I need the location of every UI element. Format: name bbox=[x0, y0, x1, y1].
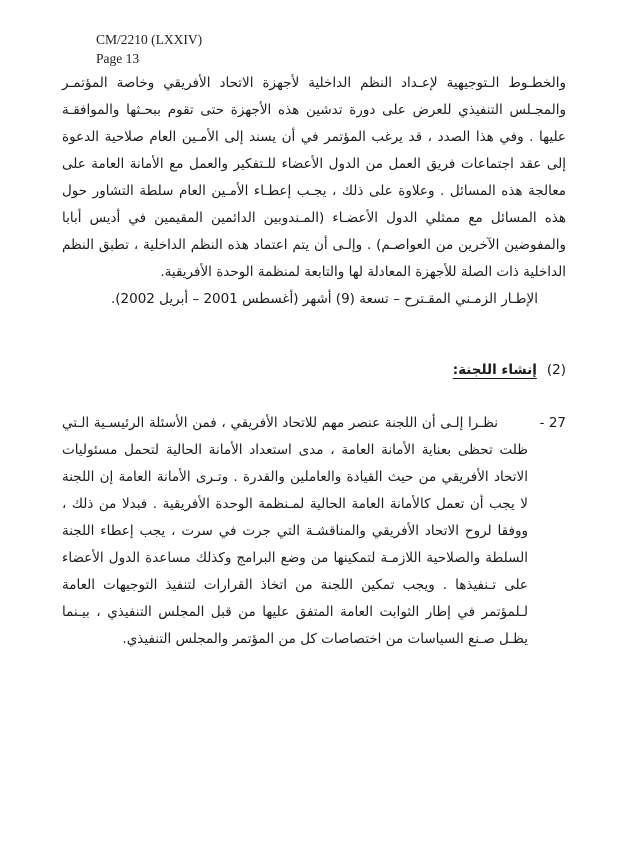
document-body bbox=[62, 70, 566, 653]
section-number: (2) bbox=[546, 362, 566, 378]
numbered-item-27 bbox=[62, 410, 566, 653]
paragraph-timeframe: الإطـار الزمـني المقـترح – تسعة (9) أشهر (أغسطس 2001 – أبريل 2002). bbox=[110, 291, 538, 307]
document-header bbox=[96, 30, 202, 68]
section-heading-row bbox=[62, 357, 566, 384]
section-heading: إنشاء اللجنة: bbox=[452, 362, 537, 378]
page-number: Page 13 bbox=[96, 51, 140, 66]
document-number: CM/2210 (LXXIV) bbox=[96, 32, 203, 47]
item-number: 27 - bbox=[539, 415, 566, 431]
paragraph-27: نظـرا إلـى أن اللجنة عنصر مهم للاتحاد الأفريقي ، فمن الأسئلة الرئيسـية الـتي ظلت تحظى بعناية الأمانة العامة ، مدى استعداد الأمانة الحالية لتحمل مسئوليات الاتحاد الأفريقي من حيث القيادة والعاملين والقدرة . وتـرى الأمانة العامة إن اللجنة لا يجب أن تعمل كالأمانة العامة الحالية لمـنظمة الوحدة الأفريقية . فبدلا من ذلك ، ووفقا لروح الاتحاد الأفريقي والمناقشـة التي جرت في سرت ، يجب إعطاء اللجنة السلطة والصلاحية اللازمـة لتمكينها من وضع البرامج وكذلك مساعدة الدول الأعضاء على تـنفيذها . ويجب تمكين اللجنة من اتخاذ القرارات لتنفيذ التوجيهات العامة لـلمؤتمر في إطار الثوابت العامة المتفق عليها من قبل المجلس التنفيذي ، بيـنما يظـل صـنع السياسات من اختصاصات كل من المؤتمر والمجلس التنفيذي. bbox=[62, 415, 528, 647]
paragraph-internal-rules: والخطـوط الـتوجيهية لإعـداد النظم الداخلية لأجهزة الاتحاد الأفريقي وخاصة المؤتمـر والمجـلس التنفيذي للعرض على دورة تدشين هذه الأجهزة حتى تقوم ببحـثها والموافقـة عليها . وفي هذا الصدد ، قد يرغب المؤتمر في أن يسند إلى الأمـين العام صلاحية الدعوة إلى عقد اجتماعات فريق العمل من الدول الأعضاء للـتفكير والعمل مع الأمانة العامة على معالجة هذه المسائل . وعلاوة على ذلك ، يجـب إعطـاء الأمـين العام سلطة التشاور حول هذه المسائل مع ممثلي الدول الأعضـاء (المـندوبين الدائمين المقيمين في أديس أبابا والمفوضين الآخرين من العواصـم) . وإلـى أن يتم اعتماد هذه النظم الداخلية ، تطبق النظم الداخلية ذات الصلة للأجهزة المعادلة لها والتابعة لمنظمة الوحدة الأفريقية. bbox=[62, 75, 566, 280]
